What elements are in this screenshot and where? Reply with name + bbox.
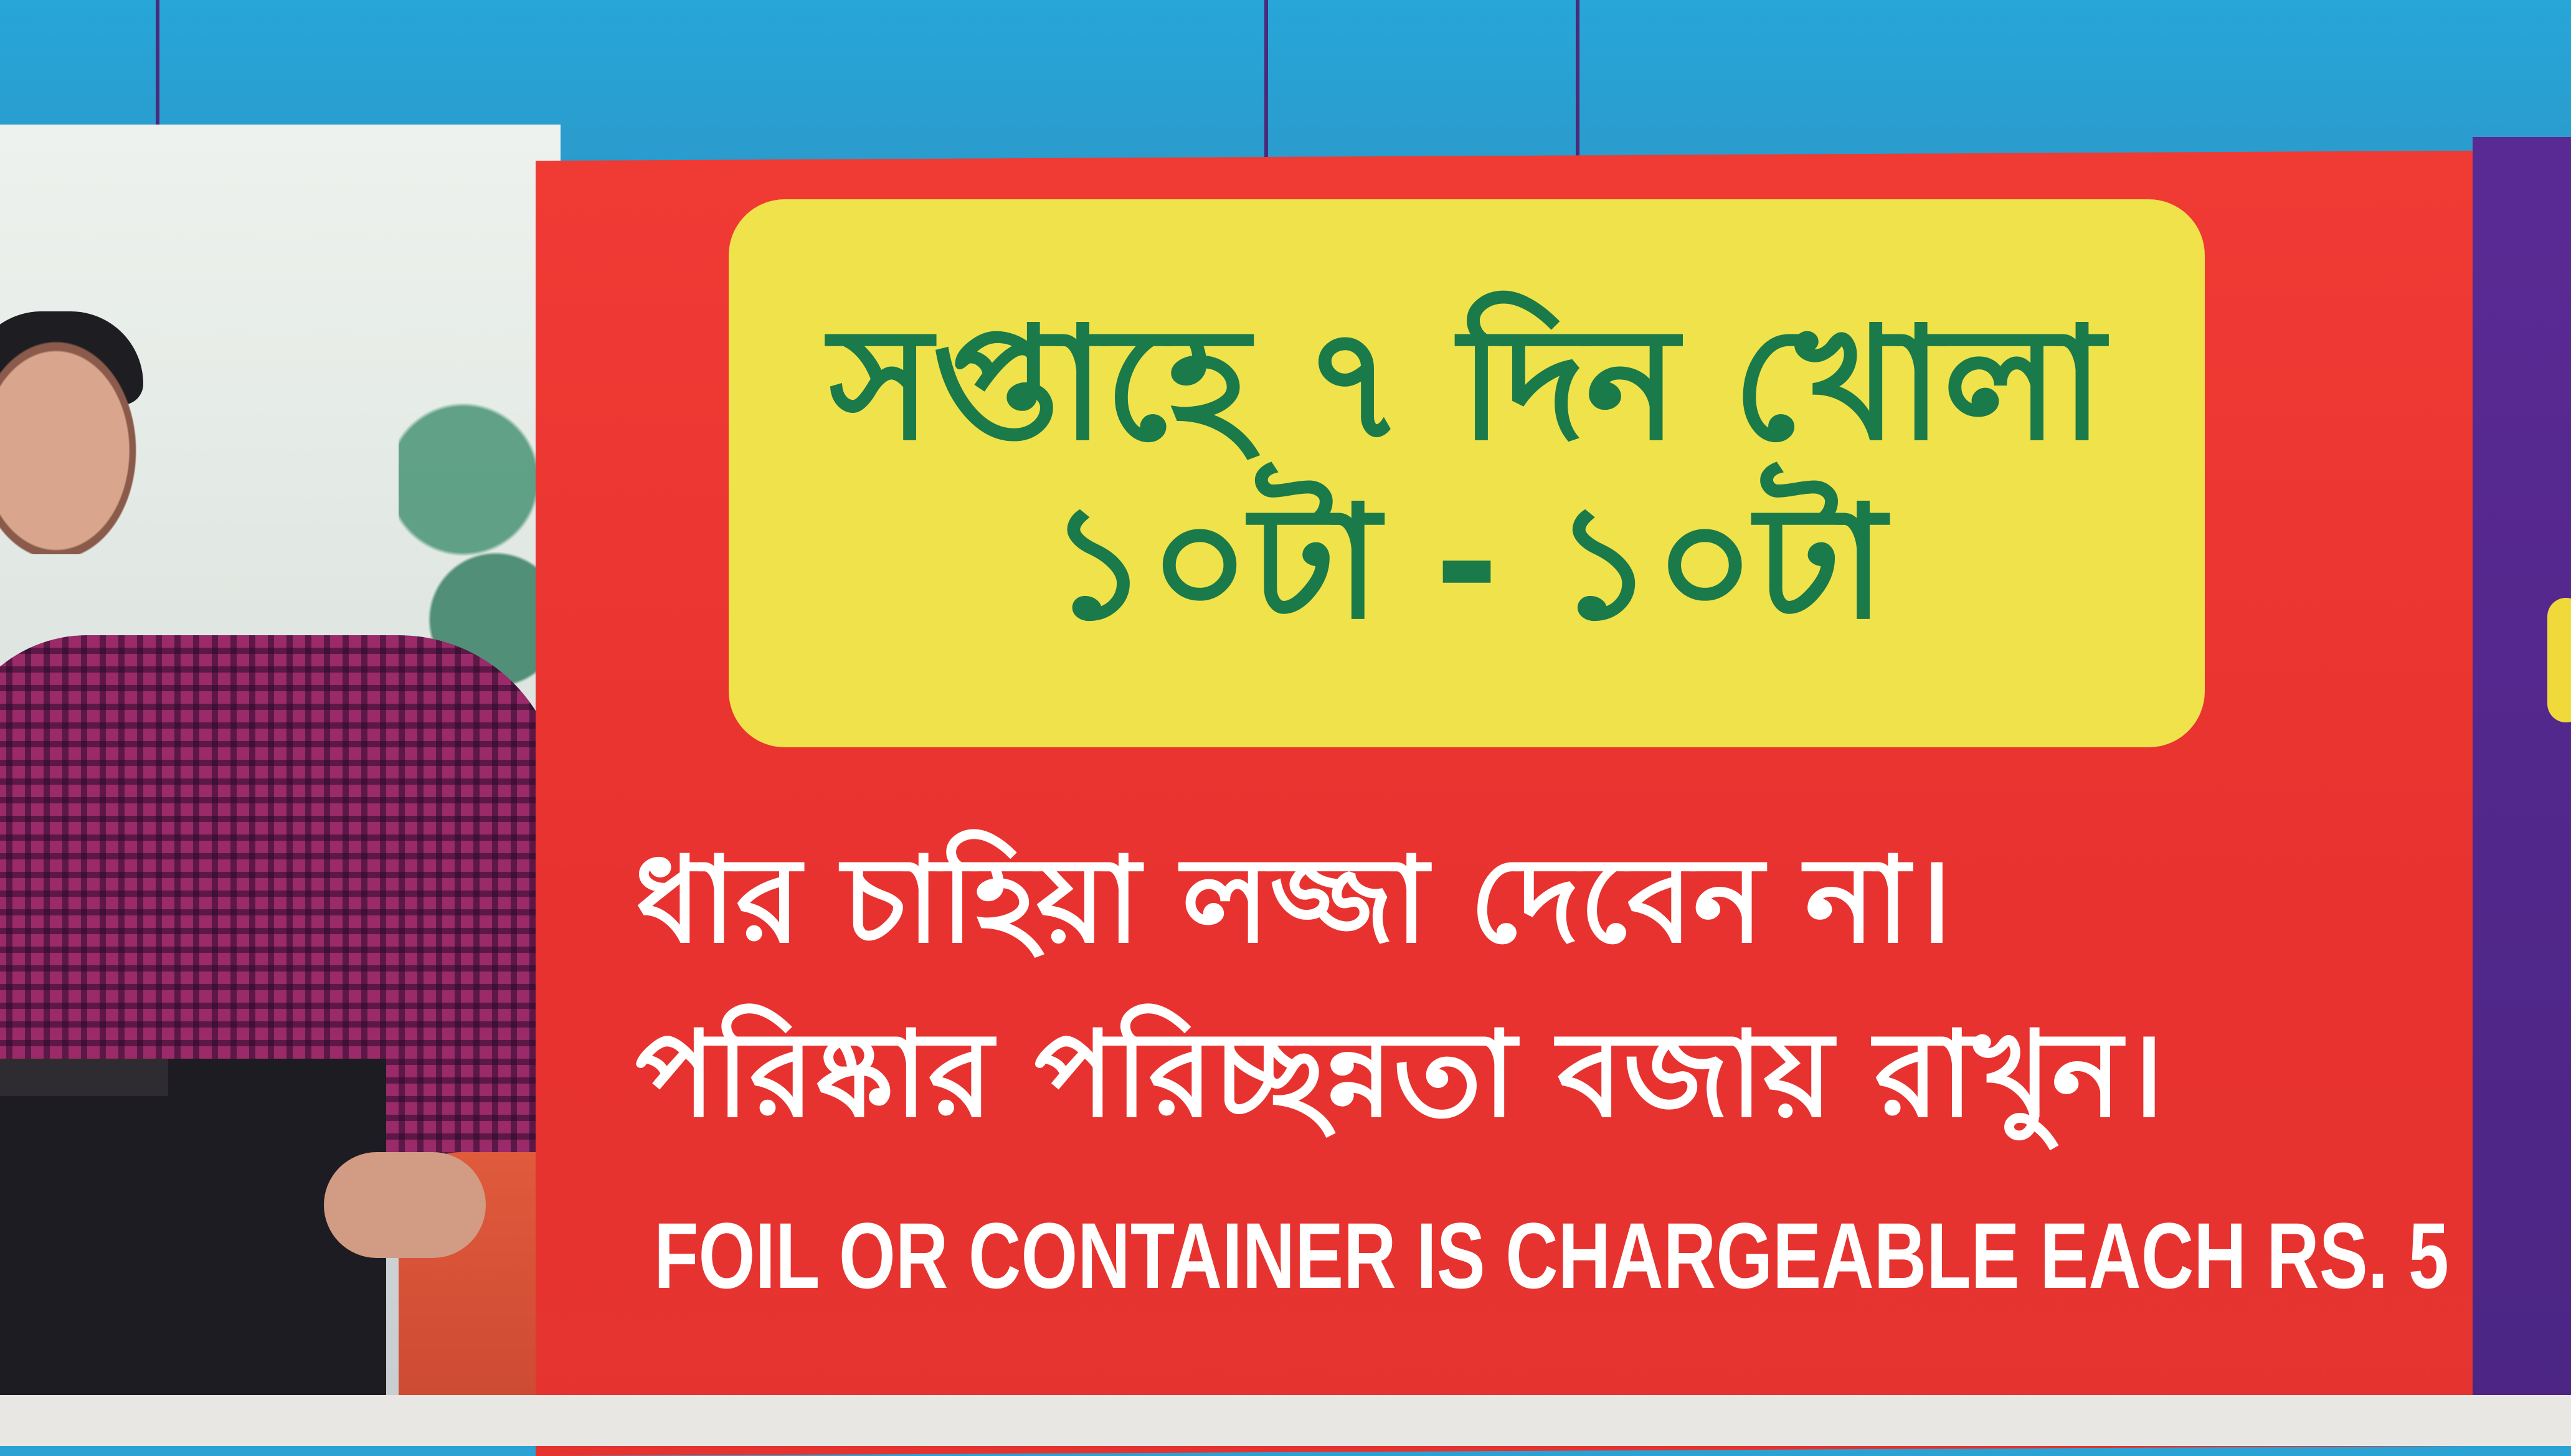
tarp-seam — [156, 0, 159, 131]
cleanliness-notice-text: পরিষ্কার পরিচ্ছন্নতা বজায় রাখুন। — [635, 1006, 2165, 1143]
opening-hours-text: ১০টা - ১০টা — [1048, 472, 1886, 653]
person-hand — [324, 1152, 486, 1258]
hours-box — [729, 199, 2205, 747]
person-trousers — [0, 1059, 386, 1446]
bottom-white-strip — [0, 1395, 2571, 1446]
open-days-text: সপ্তাহে ৭ দিন খোলা — [829, 293, 2105, 475]
person-face — [0, 324, 149, 554]
container-charge-text: FOIL OR CONTAINER IS CHARGEABLE EACH RS. 5 — [654, 1203, 2449, 1308]
credit-notice-text: ধার চাহিয়া লজ্জা দেবেন না। — [635, 831, 1953, 969]
yellow-partial-glyph — [2547, 598, 2571, 722]
purple-side-panel — [2473, 137, 2571, 1446]
photo-panel — [0, 125, 561, 1446]
person-belt — [0, 1059, 168, 1096]
